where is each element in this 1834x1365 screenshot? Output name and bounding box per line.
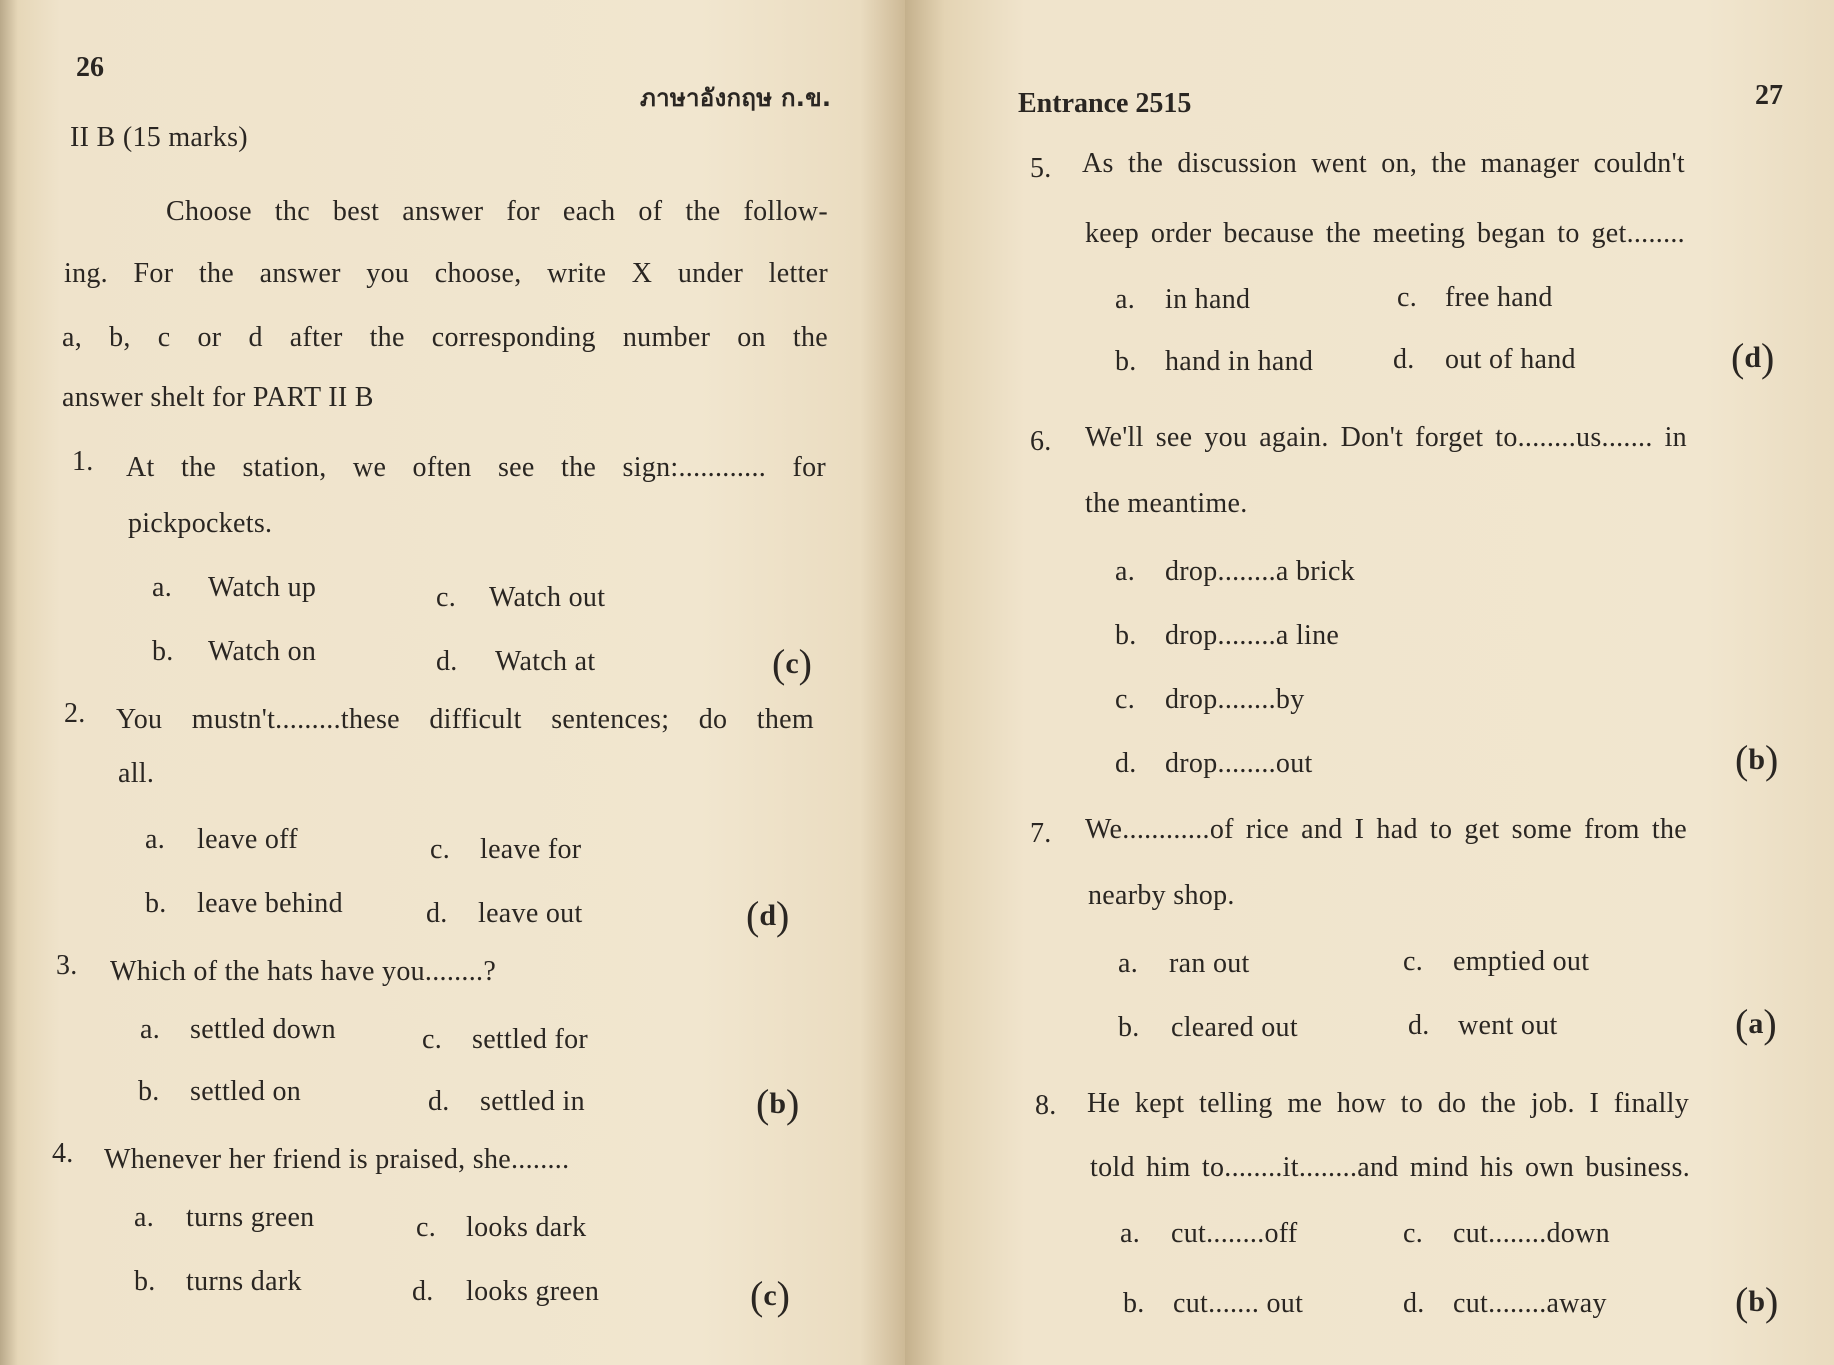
option-letter: c. [430,834,451,865]
instruction-line: ing. For the answer you choose, write X under letter [64,258,828,289]
option-c: leave for [480,834,582,865]
page-number: 27 [1755,80,1783,111]
option-letter: d. [1115,748,1137,779]
option-b: turns dark [186,1266,302,1297]
option-letter: c. [1403,946,1424,977]
answer-mark: ( b ) [756,1080,799,1127]
option-b: hand in hand [1165,346,1314,377]
question-text: You mustn't.........these difficult sentences; do them [116,704,814,735]
answer-mark: ( b ) [1735,736,1778,783]
option-letter: b. [152,636,174,667]
option-a: cut........off [1171,1218,1298,1249]
option-a: ran out [1169,948,1250,979]
right-page [905,0,1834,1365]
answer-mark: ( c ) [772,640,812,687]
option-letter: a. [145,824,166,855]
option-letter: b. [1115,620,1137,651]
option-d: went out [1458,1010,1558,1041]
option-d: Watch at [495,646,596,677]
question-text: keep order because the meeting began to get........ [1085,218,1685,249]
option-letter: c. [1115,684,1136,715]
question-number: 8. [1035,1090,1057,1121]
instruction-line: a, b, c or d after the corresponding number on the [62,322,828,353]
option-letter: a. [140,1014,161,1045]
question-text: Which of the hats have you........? [110,956,497,987]
option-d: cut........away [1453,1288,1607,1319]
option-letter: c. [1403,1218,1424,1249]
option-letter: c. [422,1024,443,1055]
option-a: settled down [190,1014,336,1045]
running-header: Entrance 2515 [1018,88,1192,119]
option-c: emptied out [1453,946,1590,977]
option-b: cleared out [1171,1012,1298,1043]
answer-mark: ( b ) [1735,1278,1778,1325]
option-letter: d. [428,1086,450,1117]
option-letter: c. [1397,282,1418,313]
option-letter: d. [1403,1288,1425,1319]
question-text: We'll see you again. Don't forget to........us....... in [1085,422,1687,453]
option-d: out of hand [1445,344,1576,375]
question-text: all. [118,758,155,789]
option-letter: b. [1115,346,1137,377]
question-number: 2. [64,698,86,729]
option-c: settled for [472,1024,589,1055]
option-a: turns green [186,1202,315,1233]
page-number: 26 [76,52,104,83]
question-number: 1. [72,446,94,477]
option-letter: d. [412,1276,434,1307]
option-letter: a. [1115,284,1136,315]
question-text: the meantime. [1085,488,1248,519]
left-page [0,0,905,1365]
option-letter: d. [1408,1010,1430,1041]
question-text: told him to........it........and mind his own business. [1090,1152,1690,1183]
option-letter: b. [138,1076,160,1107]
question-number: 6. [1030,426,1052,457]
option-letter: a. [152,572,173,603]
question-text: nearby shop. [1088,880,1235,911]
question-number: 7. [1030,818,1052,849]
option-c: drop........by [1165,684,1305,715]
option-letter: d. [436,646,458,677]
option-letter: a. [1118,948,1139,979]
option-letter: b. [145,888,167,919]
option-c: Watch out [489,582,606,613]
option-letter: c. [436,582,457,613]
question-text: pickpockets. [128,508,273,539]
option-b: settled on [190,1076,302,1107]
option-letter: d. [426,898,448,929]
option-letter: d. [1393,344,1415,375]
option-c: free hand [1445,282,1553,313]
running-header: ภาษาอังกฤษ ก.ข. [640,84,832,112]
option-d: looks green [466,1276,600,1307]
answer-mark: ( d ) [1731,334,1774,381]
option-letter: a. [1120,1218,1141,1249]
instruction-line: Choose thc best answer for each of the follow- [166,196,828,227]
option-b: leave behind [197,888,343,919]
option-b: drop........a line [1165,620,1340,651]
option-d: drop........out [1165,748,1313,779]
option-b: cut....... out [1173,1288,1304,1319]
answer-mark: ( d ) [746,892,789,939]
answer-mark: ( c ) [750,1272,790,1319]
option-d: settled in [480,1086,585,1117]
option-a: leave off [197,824,298,855]
question-text: We............of rice and I had to get some from the [1085,814,1687,845]
option-a: Watch up [208,572,317,603]
question-text: He kept telling me how to do the job. I finally [1087,1088,1689,1119]
option-letter: b. [1123,1288,1145,1319]
option-d: leave out [478,898,583,929]
question-text: Whenever her friend is praised, she........ [104,1144,570,1175]
option-letter: a. [1115,556,1136,587]
question-number: 4. [52,1138,74,1169]
option-c: cut........down [1453,1218,1610,1249]
question-number: 3. [56,950,78,981]
question-number: 5. [1030,153,1052,184]
option-c: looks dark [466,1212,587,1243]
option-a: in hand [1165,284,1251,315]
answer-mark: ( a ) [1735,1000,1777,1047]
option-letter: a. [134,1202,155,1233]
option-letter: b. [1118,1012,1140,1043]
option-a: drop........a brick [1165,556,1355,587]
section-title: II B (15 marks) [70,122,248,153]
question-text: At the station, we often see the sign:............ for [126,452,826,483]
option-b: Watch on [208,636,317,667]
option-letter: b. [134,1266,156,1297]
instruction-line: answer shelt for PART II B [62,382,374,413]
option-letter: c. [416,1212,437,1243]
question-text: As the discussion went on, the manager couldn't [1082,148,1685,179]
